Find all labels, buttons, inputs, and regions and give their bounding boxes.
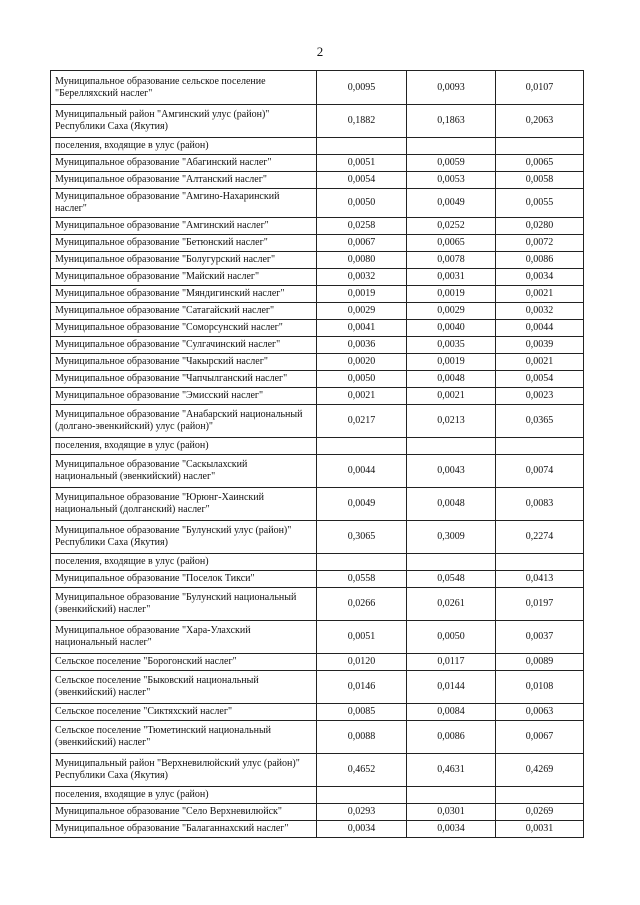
value-cell-3: 0,0089 xyxy=(496,654,584,671)
table-row xyxy=(51,138,584,155)
municipality-name-cell: Муниципальное образование "Мяндигинский наслег" xyxy=(51,286,317,303)
municipality-name-cell: Муниципальное образование "Чапчылганский наслег" xyxy=(51,371,317,388)
value-cell-2: 0,0065 xyxy=(407,235,496,252)
table-row xyxy=(51,155,584,172)
table-row xyxy=(51,571,584,588)
value-cell-1: 0,0080 xyxy=(317,252,407,269)
table-row xyxy=(51,621,584,654)
value-cell-2 xyxy=(407,438,496,455)
value-cell-3: 0,0063 xyxy=(496,704,584,721)
value-cell-2: 0,0035 xyxy=(407,337,496,354)
table-row xyxy=(51,721,584,754)
value-cell-2: 0,0019 xyxy=(407,354,496,371)
value-cell-3: 0,0058 xyxy=(496,172,584,189)
table-row xyxy=(51,286,584,303)
value-cell-3: 0,0365 xyxy=(496,405,584,438)
municipality-name-cell: Муниципальный район "Верхневилюйский улус (район)" Республики Саха (Якутия) xyxy=(51,754,317,787)
value-cell-2: 0,0021 xyxy=(407,388,496,405)
value-cell-2: 0,0301 xyxy=(407,804,496,821)
municipality-name-cell: Муниципальное образование "Анабарский национальный (долгано-эвенкийский) улус (район)" xyxy=(51,405,317,438)
value-cell-2: 0,0053 xyxy=(407,172,496,189)
value-cell-1: 0,0217 xyxy=(317,405,407,438)
value-cell-3: 0,2274 xyxy=(496,521,584,554)
table-row xyxy=(51,337,584,354)
value-cell-1: 0,1882 xyxy=(317,105,407,138)
value-cell-3 xyxy=(496,787,584,804)
value-cell-3: 0,0021 xyxy=(496,286,584,303)
value-cell-3: 0,0055 xyxy=(496,189,584,218)
value-cell-2: 0,0048 xyxy=(407,371,496,388)
value-cell-1: 0,0021 xyxy=(317,388,407,405)
value-cell-3: 0,0065 xyxy=(496,155,584,172)
municipality-name-cell: поселения, входящие в улус (район) xyxy=(51,138,317,155)
table-row xyxy=(51,671,584,704)
value-cell-2: 0,0059 xyxy=(407,155,496,172)
value-cell-2: 0,0050 xyxy=(407,621,496,654)
value-cell-3: 0,0054 xyxy=(496,371,584,388)
value-cell-3: 0,0269 xyxy=(496,804,584,821)
value-cell-1 xyxy=(317,787,407,804)
table-row xyxy=(51,320,584,337)
value-cell-2: 0,0040 xyxy=(407,320,496,337)
value-cell-2: 0,0213 xyxy=(407,405,496,438)
municipality-name-cell: Муниципальное образование "Хара-Улахский национальный наслег" xyxy=(51,621,317,654)
value-cell-1: 0,0032 xyxy=(317,269,407,286)
value-cell-3: 0,0034 xyxy=(496,269,584,286)
municipality-name-cell: Муниципальное образование "Булунский улус (район)" Республики Саха (Якутия) xyxy=(51,521,317,554)
value-cell-1: 0,0558 xyxy=(317,571,407,588)
value-cell-3 xyxy=(496,138,584,155)
value-cell-2: 0,0117 xyxy=(407,654,496,671)
municipality-name-cell: Сельское поселение "Борогонский наслег" xyxy=(51,654,317,671)
value-cell-2: 0,0078 xyxy=(407,252,496,269)
value-cell-1: 0,0044 xyxy=(317,455,407,488)
value-cell-1: 0,0050 xyxy=(317,371,407,388)
value-cell-2: 0,0029 xyxy=(407,303,496,320)
value-cell-1: 0,0258 xyxy=(317,218,407,235)
value-cell-1 xyxy=(317,138,407,155)
table-row xyxy=(51,754,584,787)
table-row xyxy=(51,704,584,721)
value-cell-2: 0,0252 xyxy=(407,218,496,235)
municipality-name-cell: поселения, входящие в улус (район) xyxy=(51,554,317,571)
municipality-name-cell: Муниципальное образование "Соморсунский наслег" xyxy=(51,320,317,337)
value-cell-1: 0,0036 xyxy=(317,337,407,354)
value-cell-3: 0,0037 xyxy=(496,621,584,654)
municipality-name-cell: Муниципальное образование "Булунский национальный (эвенкийский) наслег" xyxy=(51,588,317,621)
municipality-name-cell: Муниципальное образование "Алтанский наслег" xyxy=(51,172,317,189)
value-cell-1: 0,0049 xyxy=(317,488,407,521)
value-cell-2: 0,0034 xyxy=(407,821,496,838)
value-cell-2: 0,0043 xyxy=(407,455,496,488)
value-cell-3: 0,0044 xyxy=(496,320,584,337)
table-row xyxy=(51,354,584,371)
value-cell-2: 0,0049 xyxy=(407,189,496,218)
value-cell-3 xyxy=(496,438,584,455)
table-row xyxy=(51,189,584,218)
table-row xyxy=(51,218,584,235)
municipality-name-cell: Муниципальное образование "Амгинский наслег" xyxy=(51,218,317,235)
value-cell-1: 0,0120 xyxy=(317,654,407,671)
value-cell-1: 0,0146 xyxy=(317,671,407,704)
coefficients-table xyxy=(50,70,584,838)
table-row xyxy=(51,405,584,438)
table-row xyxy=(51,488,584,521)
value-cell-2: 0,0086 xyxy=(407,721,496,754)
municipality-name-cell: Муниципальное образование "Абагинский наслег" xyxy=(51,155,317,172)
municipality-name-cell: Сельское поселение "Тюметинский национальный (эвенкийский) наслег" xyxy=(51,721,317,754)
table-row xyxy=(51,371,584,388)
value-cell-2 xyxy=(407,787,496,804)
municipality-name-cell: Муниципальное образование "Балаганнахский наслег" xyxy=(51,821,317,838)
table-row xyxy=(51,269,584,286)
value-cell-1: 0,0029 xyxy=(317,303,407,320)
value-cell-1: 0,0085 xyxy=(317,704,407,721)
value-cell-2: 0,1863 xyxy=(407,105,496,138)
municipality-name-cell: Муниципальный район "Амгинский улус (район)" Республики Саха (Якутия) xyxy=(51,105,317,138)
municipality-name-cell: Муниципальное образование "Бетюнский наслег" xyxy=(51,235,317,252)
value-cell-3: 0,0072 xyxy=(496,235,584,252)
page-number: 2 xyxy=(316,44,324,59)
value-cell-1: 0,0266 xyxy=(317,588,407,621)
table-row xyxy=(51,588,584,621)
municipality-name-cell: Муниципальное образование "Саскылахский национальный (эвенкийский) наслег" xyxy=(51,455,317,488)
value-cell-1 xyxy=(317,438,407,455)
value-cell-1: 0,0020 xyxy=(317,354,407,371)
value-cell-1: 0,0051 xyxy=(317,621,407,654)
value-cell-3: 0,4269 xyxy=(496,754,584,787)
value-cell-3: 0,0031 xyxy=(496,821,584,838)
value-cell-1: 0,0293 xyxy=(317,804,407,821)
municipality-name-cell: Муниципальное образование сельское поселение "Берелляхский наслег" xyxy=(51,71,317,105)
value-cell-3: 0,0086 xyxy=(496,252,584,269)
table-row xyxy=(51,303,584,320)
table-row xyxy=(51,172,584,189)
value-cell-2: 0,0144 xyxy=(407,671,496,704)
municipality-name-cell: Муниципальное образование "Село Верхневилюйск" xyxy=(51,804,317,821)
table-row xyxy=(51,521,584,554)
municipality-name-cell: Муниципальное образование "Сатагайский наслег" xyxy=(51,303,317,320)
value-cell-2: 0,3009 xyxy=(407,521,496,554)
value-cell-1: 0,0034 xyxy=(317,821,407,838)
municipality-name-cell: Муниципальное образование "Амгино-Нахаринский наслег" xyxy=(51,189,317,218)
value-cell-1: 0,0019 xyxy=(317,286,407,303)
municipality-name-cell: поселения, входящие в улус (район) xyxy=(51,438,317,455)
municipality-name-cell: Муниципальное образование "Чакырский наслег" xyxy=(51,354,317,371)
table-row xyxy=(51,654,584,671)
value-cell-2: 0,0019 xyxy=(407,286,496,303)
value-cell-3: 0,0108 xyxy=(496,671,584,704)
value-cell-2: 0,0031 xyxy=(407,269,496,286)
value-cell-3: 0,0197 xyxy=(496,588,584,621)
municipality-name-cell: поселения, входящие в улус (район) xyxy=(51,787,317,804)
table-row xyxy=(51,105,584,138)
value-cell-3: 0,0083 xyxy=(496,488,584,521)
municipality-name-cell: Сельское поселение "Сиктяхский наслег" xyxy=(51,704,317,721)
table-row xyxy=(51,787,584,804)
value-cell-3: 0,0067 xyxy=(496,721,584,754)
table-row xyxy=(51,388,584,405)
value-cell-3: 0,0107 xyxy=(496,71,584,105)
value-cell-1: 0,0095 xyxy=(317,71,407,105)
value-cell-2 xyxy=(407,138,496,155)
municipality-name-cell: Муниципальное образование "Болугурский наслег" xyxy=(51,252,317,269)
table-row xyxy=(51,438,584,455)
municipality-name-cell: Муниципальное образование "Сулгачинский наслег" xyxy=(51,337,317,354)
value-cell-1: 0,0041 xyxy=(317,320,407,337)
value-cell-3: 0,0023 xyxy=(496,388,584,405)
table-row xyxy=(51,252,584,269)
value-cell-3: 0,0032 xyxy=(496,303,584,320)
value-cell-2: 0,4631 xyxy=(407,754,496,787)
value-cell-3: 0,0413 xyxy=(496,571,584,588)
value-cell-1: 0,4652 xyxy=(317,754,407,787)
value-cell-1: 0,0067 xyxy=(317,235,407,252)
value-cell-2: 0,0261 xyxy=(407,588,496,621)
municipality-name-cell: Муниципальное образование "Юрюнг-Хаинский национальный (долганский) наслег" xyxy=(51,488,317,521)
value-cell-2: 0,0084 xyxy=(407,704,496,721)
value-cell-1 xyxy=(317,554,407,571)
municipality-name-cell: Муниципальное образование "Майский наслег" xyxy=(51,269,317,286)
value-cell-1: 0,3065 xyxy=(317,521,407,554)
value-cell-3 xyxy=(496,554,584,571)
table-row xyxy=(51,71,584,105)
value-cell-2: 0,0048 xyxy=(407,488,496,521)
value-cell-2: 0,0548 xyxy=(407,571,496,588)
value-cell-3: 0,0280 xyxy=(496,218,584,235)
table-row xyxy=(51,455,584,488)
value-cell-2: 0,0093 xyxy=(407,71,496,105)
value-cell-2 xyxy=(407,554,496,571)
value-cell-3: 0,0074 xyxy=(496,455,584,488)
value-cell-1: 0,0054 xyxy=(317,172,407,189)
value-cell-1: 0,0088 xyxy=(317,721,407,754)
municipality-name-cell: Сельское поселение "Быковский национальный (эвенкийский) наслег" xyxy=(51,671,317,704)
value-cell-1: 0,0050 xyxy=(317,189,407,218)
table-row xyxy=(51,804,584,821)
table-row xyxy=(51,821,584,838)
value-cell-3: 0,0021 xyxy=(496,354,584,371)
table-row xyxy=(51,235,584,252)
municipality-name-cell: Муниципальное образование "Поселок Тикси" xyxy=(51,571,317,588)
value-cell-3: 0,2063 xyxy=(496,105,584,138)
municipality-name-cell: Муниципальное образование "Эмисский наслег" xyxy=(51,388,317,405)
value-cell-1: 0,0051 xyxy=(317,155,407,172)
value-cell-3: 0,0039 xyxy=(496,337,584,354)
table-row xyxy=(51,554,584,571)
